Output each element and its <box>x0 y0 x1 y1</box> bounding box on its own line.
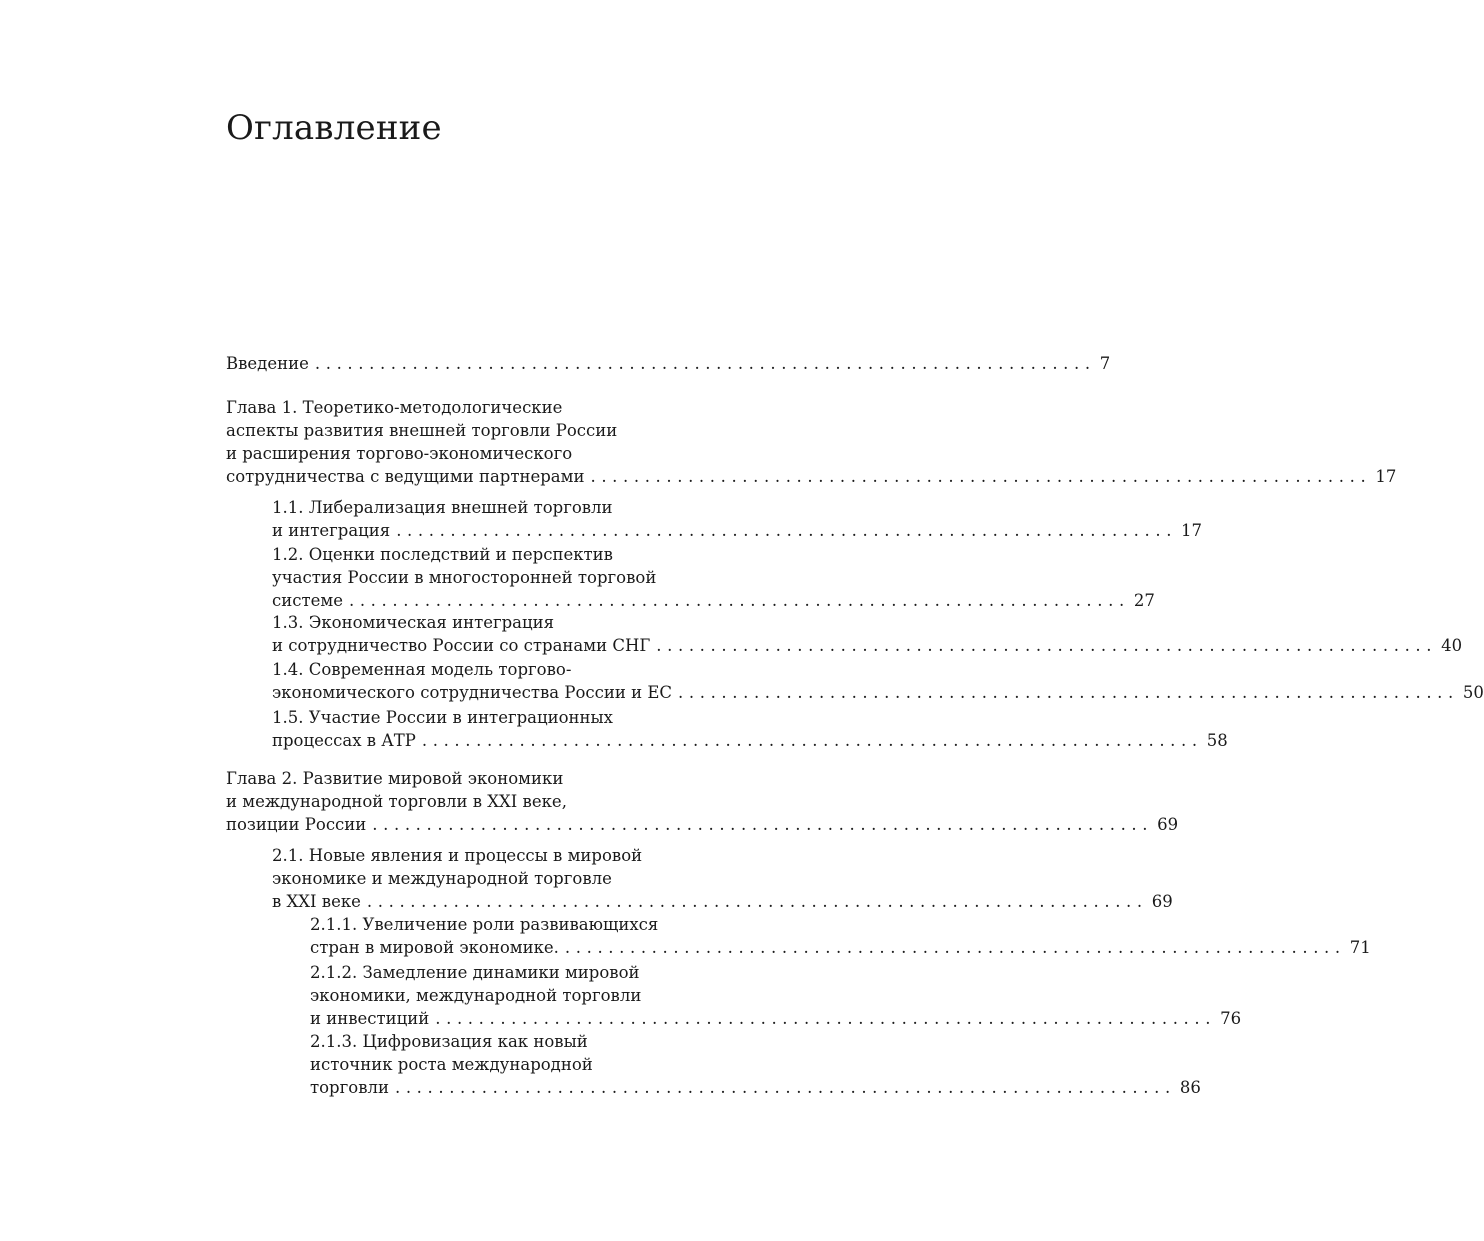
toc-entry-text: экономике и международной торговле <box>272 869 612 888</box>
toc-entry-text: Введение <box>226 354 309 373</box>
toc-entry-text: процессах в АТР <box>272 731 416 750</box>
dot-leader: ........................................................................ <box>564 938 1346 957</box>
toc-entry-text: в XXI веке <box>272 892 361 911</box>
toc-entry-text: 2.1.2. Замедление динамики мировой <box>310 963 640 982</box>
toc-entry-section-1-1[interactable] <box>272 496 1203 542</box>
toc-entry-text: Глава 2. Развитие мировой экономики <box>226 769 564 788</box>
toc-entry-text: 1.4. Современная модель торгово- <box>272 660 572 679</box>
toc-entry-chapter-1[interactable] <box>226 396 1397 488</box>
toc-page-number: 71 <box>1349 938 1371 957</box>
toc-entry-text: и интеграция <box>272 521 391 540</box>
toc-entry-text: источник роста международной <box>310 1055 593 1074</box>
toc-entry-text: стран в мировой экономике. <box>310 938 559 957</box>
toc-page-number: 7 <box>1099 354 1111 373</box>
toc-entry-section-2-1[interactable] <box>272 844 1173 913</box>
dot-leader: ........................................................................ <box>678 683 1459 702</box>
toc-entry-text: 2.1.1. Увеличение роли развивающихся <box>310 915 659 934</box>
dot-leader: ........................................................................ <box>656 636 1438 655</box>
toc-page-number: 27 <box>1133 591 1155 610</box>
toc-entry-text: экономики, международной торговли <box>310 986 642 1005</box>
dot-leader: ........................................................................ <box>314 354 1096 373</box>
toc-entry-section-1-5[interactable] <box>272 706 1228 752</box>
toc-entry-chapter-2[interactable] <box>226 767 1179 836</box>
toc-entry-text: и сотрудничество России со странами СНГ <box>272 636 651 655</box>
toc-entry-text: позиции России <box>226 815 367 834</box>
toc-page-number: 40 <box>1441 636 1463 655</box>
toc-page-number: 50 <box>1462 683 1484 702</box>
toc-entry-text: и международной торговли в XXI веке, <box>226 792 567 811</box>
toc-page-number: 86 <box>1179 1078 1201 1097</box>
toc-entry-introduction[interactable] <box>226 352 1111 375</box>
toc-entry-text: 1.5. Участие России в интеграционных <box>272 708 613 727</box>
toc-page-number: 69 <box>1151 892 1173 911</box>
toc-entry-subsection-2-1-3[interactable] <box>310 1030 1201 1099</box>
dot-leader: ........................................................................ <box>421 731 1203 750</box>
toc-entry-text: торговли <box>310 1078 389 1097</box>
toc-entry-text: 1.1. Либерализация внешней торговли <box>272 498 613 517</box>
toc-entry-text: аспекты развития внешней торговли России <box>226 421 618 440</box>
toc-entry-text: сотрудничества с ведущими партнерами <box>226 467 585 486</box>
toc-entry-subsection-2-1-1[interactable] <box>310 913 1371 959</box>
toc-entry-text: экономического сотрудничества России и ЕС <box>272 683 673 702</box>
toc-page-number: 76 <box>1220 1009 1242 1028</box>
dot-leader: ........................................................................ <box>394 1078 1176 1097</box>
page-title: Оглавление <box>226 108 442 148</box>
toc-entry-text: 1.2. Оценки последствий и перспектив <box>272 545 613 564</box>
toc-entry-text: системе <box>272 591 343 610</box>
toc-entry-text: Глава 1. Теоретико-методологические <box>226 398 563 417</box>
toc-entry-text: 1.3. Экономическая интеграция <box>272 613 555 632</box>
toc-entry-text: 2.1.3. Цифровизация как новый <box>310 1032 588 1051</box>
toc-entry-text: участия России в многосторонней торговой <box>272 568 657 587</box>
toc-entry-subsection-2-1-2[interactable] <box>310 961 1242 1030</box>
toc-entry-section-1-3[interactable] <box>272 611 1463 657</box>
toc-entry-section-1-4[interactable] <box>272 658 1484 704</box>
toc-page-number: 58 <box>1206 731 1228 750</box>
dot-leader: ........................................................................ <box>396 521 1178 540</box>
toc-page-number: 69 <box>1157 815 1179 834</box>
toc-page-number: 17 <box>1375 467 1397 486</box>
toc-entry-text: и инвестиций <box>310 1009 430 1028</box>
toc-entry-section-1-2[interactable] <box>272 543 1155 612</box>
dot-leader: ........................................................................ <box>348 591 1130 610</box>
toc-entry-text: и расширения торгово-экономического <box>226 444 573 463</box>
dot-leader: ........................................................................ <box>366 892 1148 911</box>
toc-entry-text: 2.1. Новые явления и процессы в мировой <box>272 846 643 865</box>
toc-page-number: 17 <box>1181 521 1203 540</box>
dot-leader: ........................................................................ <box>590 467 1372 486</box>
dot-leader: ........................................................................ <box>372 815 1154 834</box>
dot-leader: ........................................................................ <box>435 1009 1217 1028</box>
